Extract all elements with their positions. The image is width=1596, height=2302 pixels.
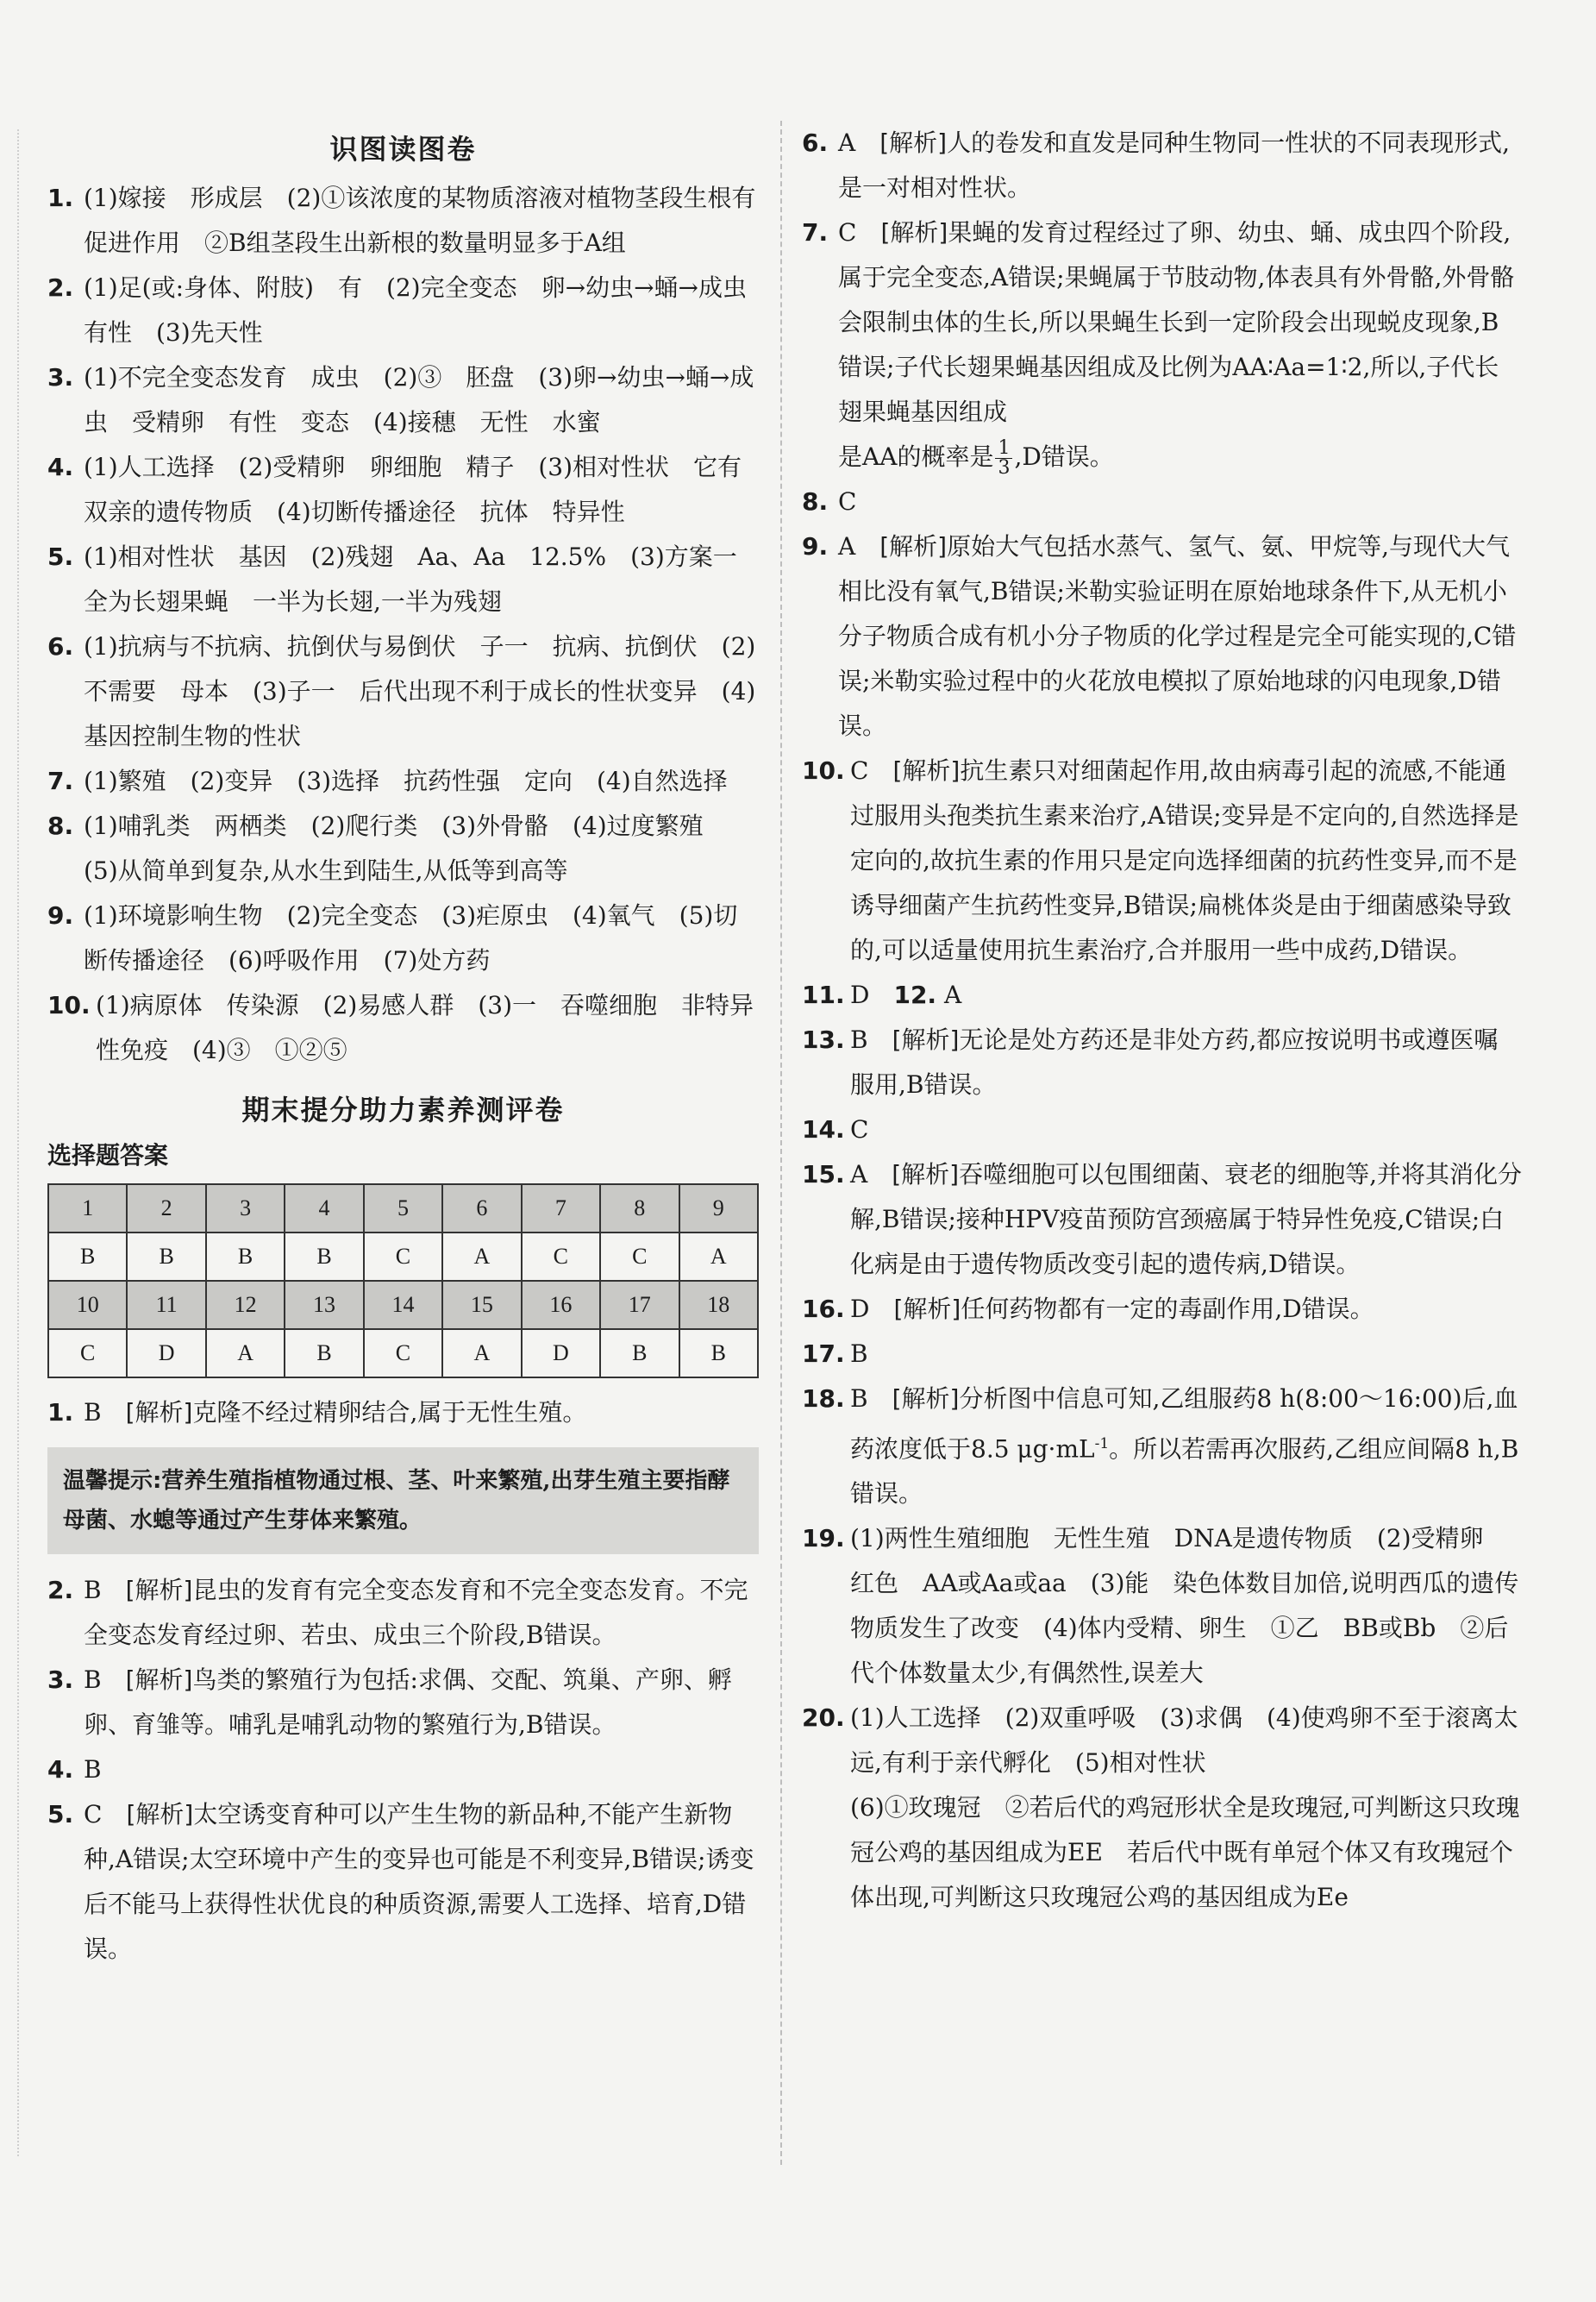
answer-item: 15. A [解析]吞噬细胞可以包围细菌、衰老的细胞等,并将其消化分解,B错误;接种HPV疫苗预防宫颈癌属于特异性免疫,C错误;白化病是由于遗传物质改变引起的遗传病,D错误。 <box>802 1160 1523 1278</box>
table-cell: B <box>679 1329 759 1377</box>
table-cell: B <box>127 1233 205 1281</box>
table-cell: C <box>364 1233 442 1281</box>
table-cell: C <box>364 1329 442 1377</box>
answer-item: 6. (1)抗病与不抗病、抗倒伏与易倒伏 子一 抗病、抗倒伏 (2)不需要 母本 (3)子一 后代出现不利于成长的性状变异 (4)基因控制生物的性状 <box>47 632 756 750</box>
answer-item: 18. B [解析]分析图中信息可知,乙组服药8 h(8:00～16:00)后,血药浓度低于8.5 $\mu g\cdot mL^{-1}$。所以若需再次服药,乙组应间隔8 h,B错误。 <box>802 1384 1519 1509</box>
table-cell: A <box>442 1233 521 1281</box>
answer-item: 10. C [解析]抗生素只对细菌起作用,故由病毒引起的流感,不能通过服用头孢类抗生素来治疗,A错误;变异是不定向的,自然选择是定向的,故抗生素的作用只是定向选择细菌的抗药性变异,而不是诱导细菌产生抗药性变异,B错误;扁桃体炎是由于细菌感染导致的,可以适量使用抗生素治疗,合并服用一些中成药,D错误。 <box>802 756 1519 964</box>
table-cell: 1 <box>48 1184 127 1233</box>
answer-item: 5. (1)相对性状 基因 (2)残翅 Aa、Aa 12.5% (3)方案一 全为长翅果蝇 一半为长翅,一半为残翅 <box>47 543 761 616</box>
column-divider <box>780 121 782 2165</box>
table-cell: 13 <box>285 1281 363 1329</box>
table-cell: B <box>285 1329 363 1377</box>
answer-item: 8. (1)哺乳类 两栖类 (2)爬行类 (3)外骨骼 (4)过度繁殖 (5)从简单到复杂,从水生到陆生,从低等到高等 <box>47 812 728 885</box>
answer-item: 3. (1)不完全变态发育 成虫 (2)③ 胚盘 (3)卵→幼虫→蛹→成虫 受精卵 有性 变态 (4)接穗 无性 水蜜 <box>47 363 754 436</box>
answer-item: 4. B <box>47 1755 102 1784</box>
answer-item: 1. (1)嫁接 形成层 (2)①该浓度的某物质溶液对植物茎段生根有促进作用 ②B组茎段生出新根的数量明显多于A组 <box>47 184 756 257</box>
table-cell: C <box>600 1233 679 1281</box>
answer-item: 17. B <box>802 1339 868 1368</box>
table-cell: D <box>127 1329 205 1377</box>
section-title-final-exam: 期末提分助力素养测评卷 <box>241 1094 565 1126</box>
table-cell: 7 <box>522 1184 600 1233</box>
table-cell: 18 <box>679 1281 759 1329</box>
tip-text: 营养生殖指植物通过根、茎、叶来繁殖,出芽生殖主要指酵母菌、水螅等通过产生芽体来繁殖。 <box>63 1468 730 1534</box>
table-row <box>48 1184 758 1233</box>
tip-label: 温馨提示: <box>63 1468 162 1494</box>
table-cell: B <box>285 1233 363 1281</box>
table-cell: C <box>48 1329 127 1377</box>
answer-item: 3. B [解析]鸟类的繁殖行为包括:求偶、交配、筑巢、产卵、孵卵、育雏等。哺乳是哺乳动物的繁殖行为,B错误。 <box>47 1665 732 1739</box>
table-cell: 9 <box>679 1184 759 1233</box>
tip-box <box>47 1447 759 1554</box>
table-cell: 17 <box>600 1281 679 1329</box>
table-cell: 5 <box>364 1184 442 1233</box>
fraction: $\frac{1}{3}$ <box>995 439 1012 478</box>
diagram-answers-list <box>47 176 772 1073</box>
choice-answers-label: 选择题答案 <box>47 1141 169 1170</box>
answer-item: 1. B [解析]克隆不经过精卵结合,属于无性生殖。 <box>47 1398 587 1427</box>
answer-item: 11. D 12. A <box>802 981 962 1009</box>
table-cell: 3 <box>206 1184 285 1233</box>
answer-item: 19. (1)两性生殖细胞 无性生殖 DNA是遗传物质 (2)受精卵 红色 AA或Aa或aa (3)能 染色体数目加倍,说明西瓜的遗传物质发生了改变 (4)体内受精、卵生 ①乙 BB或Bb ②后代个体数量太少,有偶然性,误差大 <box>802 1524 1519 1688</box>
table-row <box>48 1233 758 1281</box>
left-column <box>47 121 772 1972</box>
answer-item: 14. C <box>802 1115 869 1144</box>
table-cell: 8 <box>600 1184 679 1233</box>
table-cell: A <box>442 1329 521 1377</box>
answer-item: 10. (1)病原体 传染源 (2)易感人群 (3)一 吞噬细胞 非特异性免疫 (4)③ ①②⑤ <box>47 991 754 1064</box>
table-cell: 12 <box>206 1281 285 1329</box>
table-cell: A <box>206 1329 285 1377</box>
answer-item: 6. A [解析]人的卷发和直发是同种生物同一性状的不同表现形式,是一对相对性状。 <box>802 129 1511 202</box>
table-cell: B <box>48 1233 127 1281</box>
right-column <box>802 121 1522 1920</box>
choice-answer-table <box>47 1183 759 1378</box>
answer-item: 20. (1)人工选择 (2)双重呼吸 (3)求偶 (4)使鸡卵不至于滚离太远,有利于亲代孵化 (5)相对性状 (6)①玫瑰冠 ②若后代的鸡冠形状全是玫瑰冠,可判断这只玫瑰冠公鸡的基因组成为EE 若后代中既有单冠个体又有玫瑰冠个体出现,可判断这只玫瑰冠公鸡的基因组成为Ee <box>802 1703 1520 1912</box>
table-cell: A <box>679 1233 759 1281</box>
table-cell: 2 <box>127 1184 205 1233</box>
answer-item: 8. C <box>802 487 857 516</box>
answer-item: 7. (1)繁殖 (2)变异 (3)选择 抗药性强 定向 (4)自然选择 <box>47 767 728 795</box>
answer-item: 16. D [解析]任何药物都有一定的毒副作用,D错误。 <box>802 1295 1374 1323</box>
table-cell: 10 <box>48 1281 127 1329</box>
answer-item: 5. C [解析]太空诱变育种可以产生生物的新品种,不能产生新物种,A错误;太空环境中产生的变异也可能是不利变异,B错误;诱变后不能马上获得性状优良的种质资源,需要人工选择、培育,D错误。 <box>47 1800 754 1963</box>
answer-item: 2. (1)足(或:身体、附肢) 有 (2)完全变态 卵→幼虫→蛹→成虫 有性 (3)先天性 <box>47 273 772 347</box>
answer-item: 7. C [解析]果蝇的发育过程经过了卵、幼虫、蛹、成虫四个阶段,属于完全变态,A错误;果蝇属于节肢动物,体表具有外骨骼,外骨骼会限制虫体的生长,所以果蝇生长到一定阶段会出现蜕皮现象,B错误;子代长翅果蝇基因组成及比例为AA∶Aa=1∶2,所以,子代长翅果蝇基因组成 是AA的概率是 $\frac{1}{3}$ ,D错误。 <box>802 218 1515 479</box>
table-cell: 4 <box>285 1184 363 1233</box>
table-cell: 6 <box>442 1184 521 1233</box>
answer-item: 13. B [解析]无论是处方药还是非处方药,都应按说明书或遵医嘱服用,B错误。 <box>802 1026 1499 1099</box>
answer-item: 9. A [解析]原始大气包括水蒸气、氢气、氨、甲烷等,与现代大气相比没有氧气,B错误;米勒实验证明在原始地球条件下,从无机小分子物质合成有机小分子物质的化学过程是完全可能实现的,C错误;米勒实验过程中的火花放电模拟了原始地球的闪电现象,D错误。 <box>802 532 1517 740</box>
table-cell: 16 <box>522 1281 600 1329</box>
table-cell: 11 <box>127 1281 205 1329</box>
table-cell: 14 <box>364 1281 442 1329</box>
table-cell: B <box>600 1329 679 1377</box>
table-row <box>48 1281 758 1329</box>
answer-item: 9. (1)环境影响生物 (2)完全变态 (3)疟原虫 (4)氧气 (5)切断传播途径 (6)呼吸作用 (7)处方药 <box>47 901 738 975</box>
table-row <box>48 1329 758 1377</box>
answer-item: 4. (1)人工选择 (2)受精卵 卵细胞 精子 (3)相对性状 它有双亲的遗传物质 (4)切断传播途径 抗体 特异性 <box>47 453 742 526</box>
table-cell: C <box>522 1233 600 1281</box>
table-cell: D <box>522 1329 600 1377</box>
margin-rule <box>17 129 19 2156</box>
table-cell: B <box>206 1233 285 1281</box>
table-cell: 15 <box>442 1281 521 1329</box>
answer-item: 2. B [解析]昆虫的发育有完全变态发育和不完全变态发育。不完全变态发育经过卵、若虫、成虫三个阶段,B错误。 <box>47 1576 748 1649</box>
section-title-diagram: 识图读图卷 <box>329 133 477 166</box>
